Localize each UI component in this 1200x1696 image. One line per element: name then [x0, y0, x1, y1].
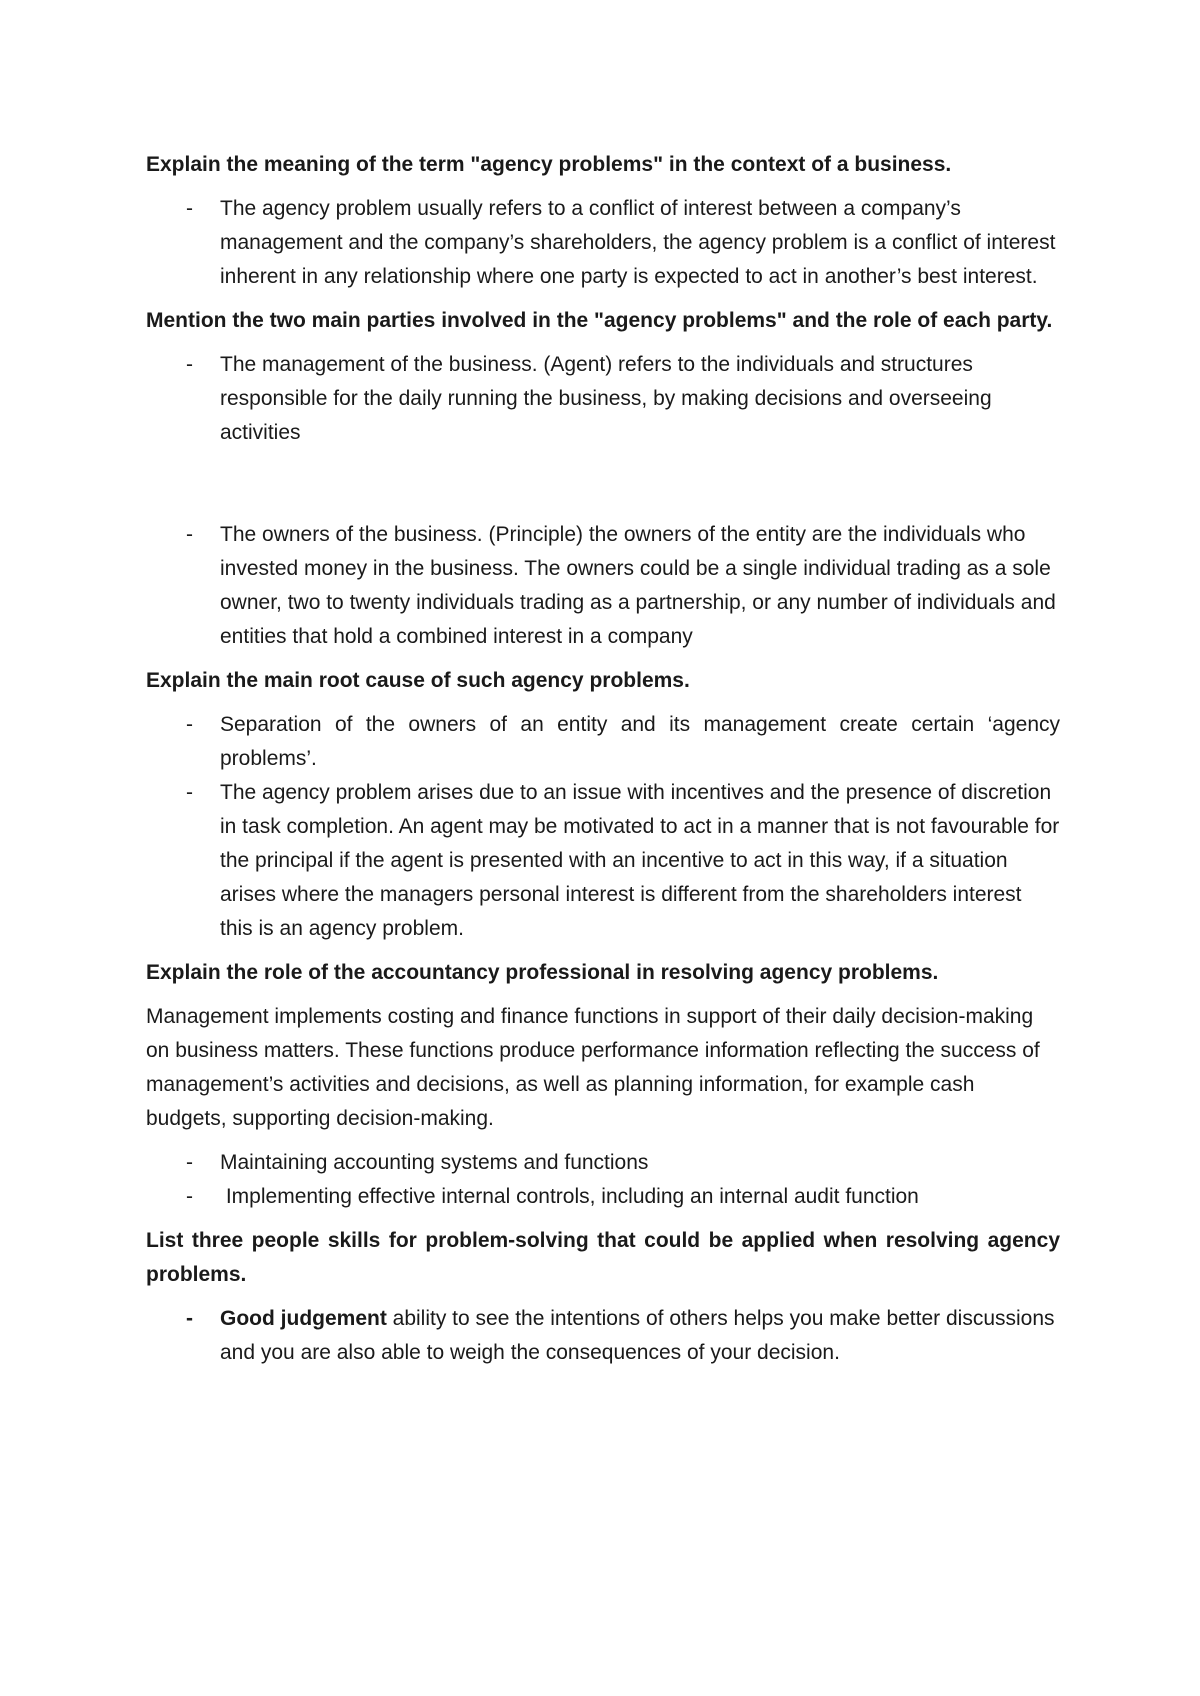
question-1-answer-list [146, 192, 1060, 294]
question-3-heading: Explain the main root cause of such agency problems. [146, 669, 690, 692]
list-item [146, 708, 1060, 776]
accountancy-role-point-1: Maintaining accounting systems and functions [220, 1151, 649, 1174]
question-2-answer-list-2 [146, 518, 1060, 654]
list-item [146, 1302, 1060, 1370]
question-4-heading: Explain the role of the accountancy professional in resolving agency problems. [146, 961, 939, 984]
question-2-answer-list [146, 348, 1060, 450]
question-1-answer: The agency problem usually refers to a conflict of interest between a company’s management and the company’s shareholders, the agency problem is a conflict of interest inherent in any relationship where one party is expected to act in another’s best interest. [220, 197, 1056, 288]
question-1-heading: Explain the meaning of the term "agency problems" in the context of a business. [146, 153, 952, 176]
root-cause-point-2: The agency problem arises due to an issue with incentives and the presence of discretion in task completion. An agent may be motivated to act in a manner that is not favourable for the principal if the agent is presented with an incentive to act in this way, if a situation arises where the managers personal interest is different from the shareholders interest this is an agency problem. [220, 781, 1060, 940]
blank-gap [146, 450, 1060, 518]
root-cause-point-1: Separation of the owners of an entity and its management create certain ‘agency problems’. [220, 713, 1060, 770]
dash-bullet: - [186, 781, 193, 804]
list-item [146, 1180, 1060, 1214]
list-item [146, 192, 1060, 294]
list-item [146, 1146, 1060, 1180]
list-item [146, 518, 1060, 654]
principal-description: The owners of the business. (Principle) the owners of the entity are the individuals who invested money in the business. The owners could be a single individual trading as a sole owner, two to twenty individuals trading as a partnership, or any number of individuals and entities that hold a combined interest in a company [220, 523, 1056, 648]
list-item [146, 348, 1060, 450]
accountancy-role-point-2: Implementing effective internal controls, including an internal audit function [220, 1185, 919, 1208]
dash-bullet: - [186, 1185, 193, 1208]
question-5-heading: List three people skills for problem-solving that could be applied when resolving agency problems. [146, 1229, 1060, 1286]
question-4-answer-list [146, 1146, 1060, 1214]
agent-description: The management of the business. (Agent) refers to the individuals and structures responsible for the daily running the business, by making decisions and overseeing activities [220, 353, 992, 444]
dash-bullet: - [186, 713, 193, 736]
dash-bullet: - [186, 523, 193, 546]
question-3-answer-list [146, 708, 1060, 946]
question-4-paragraph: Management implements costing and finance functions in support of their daily decision-making on business matters. These functions produce performance information reflecting the success of management’s activities and decisions, as well as planning information, for example cash budgets, supporting decision-making. [146, 1005, 1040, 1130]
dash-bullet: - [186, 353, 193, 376]
dash-bullet: - [186, 1151, 193, 1174]
question-2-heading: Mention the two main parties involved in the "agency problems" and the role of each party. [146, 309, 1053, 332]
list-item [146, 776, 1060, 946]
skill-1-title: Good judgement [220, 1307, 387, 1330]
dash-bullet: - [186, 1307, 193, 1330]
dash-bullet: - [186, 197, 193, 220]
skill-1-text: ability to see the intentions of others helps you make better discussions and you are also able to weigh the consequences of your decision. [220, 1307, 1061, 1364]
question-5-answer-list [146, 1302, 1060, 1370]
